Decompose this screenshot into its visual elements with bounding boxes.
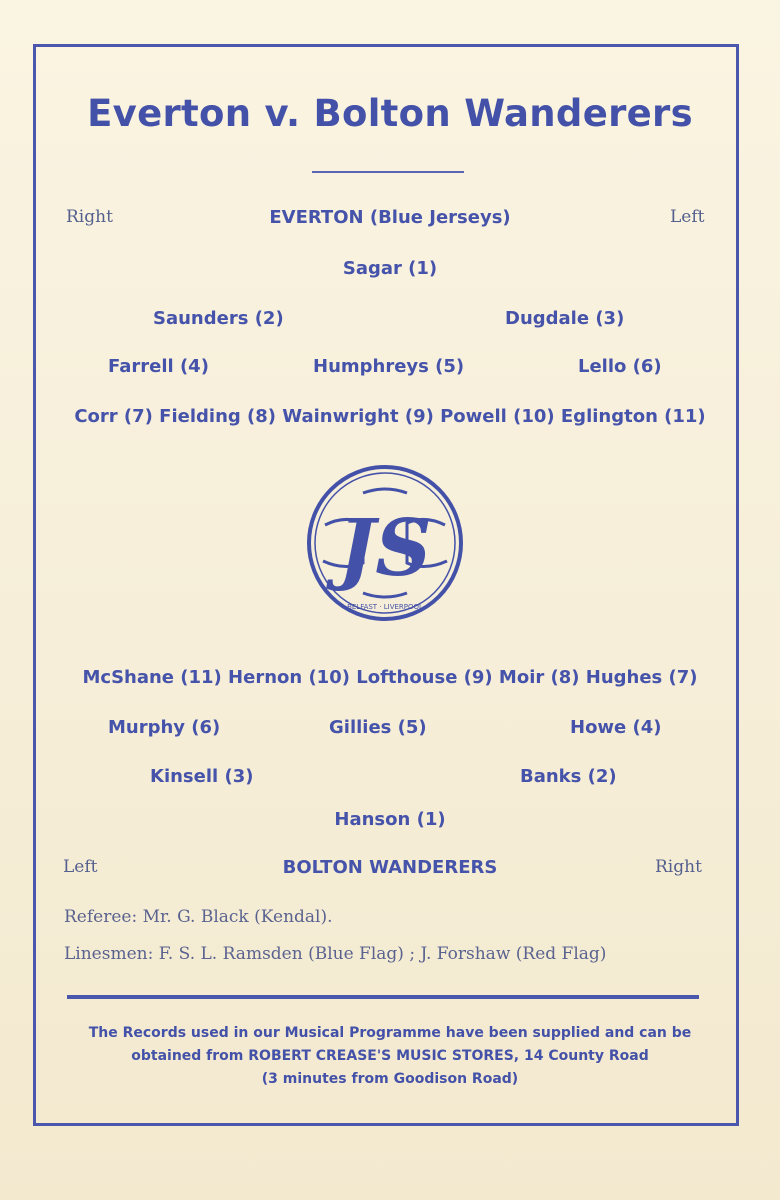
home-forwards: Corr (7) Fielding (8) Wainwright (9) Powell (10) Eglington (11) xyxy=(74,406,706,427)
footer-line-1: The Records used in our Musical Programme have been supplied and can be xyxy=(88,1025,692,1041)
away-goalkeeper: Hanson (1) xyxy=(334,809,446,830)
badge-ring-text: BELFAST · LIVERPOOL xyxy=(347,603,423,611)
away-half-centre: Gillies (5) xyxy=(329,717,427,738)
footer-divider xyxy=(67,995,699,999)
football-badge-icon xyxy=(305,463,465,623)
home-back-left: Dugdale (3) xyxy=(505,308,625,329)
home-half-centre: Humphreys (5) xyxy=(313,356,465,377)
home-goalkeeper: Sagar (1) xyxy=(342,258,438,279)
away-team-label: BOLTON WANDERERS xyxy=(282,857,498,878)
away-back-right: Banks (2) xyxy=(520,766,617,787)
referee-line: Referee: Mr. G. Black (Kendal). xyxy=(64,907,333,927)
away-side-right: Right xyxy=(655,857,702,877)
home-team-label: EVERTON (Blue Jerseys) xyxy=(269,207,511,228)
home-half-left: Lello (6) xyxy=(578,356,662,377)
page-title: Everton v. Bolton Wanderers xyxy=(87,92,693,135)
badge-monogram: JS xyxy=(338,503,432,594)
away-forwards: McShane (11) Hernon (10) Lofthouse (9) Moir (8) Hughes (7) xyxy=(82,667,698,688)
title-divider xyxy=(312,171,464,173)
away-side-left: Left xyxy=(63,857,98,877)
away-half-left: Murphy (6) xyxy=(108,717,221,738)
home-side-right: Left xyxy=(670,207,705,227)
footer-line-2: obtained from ROBERT CREASE'S MUSIC STORES, 14 County Road xyxy=(131,1048,649,1064)
home-side-left: Right xyxy=(66,207,113,227)
away-back-left: Kinsell (3) xyxy=(150,766,254,787)
away-half-right: Howe (4) xyxy=(570,717,662,738)
footer-line-3: (3 minutes from Goodison Road) xyxy=(261,1071,519,1087)
home-back-right: Saunders (2) xyxy=(153,308,284,329)
linesmen-line: Linesmen: F. S. L. Ramsden (Blue Flag) ; J. Forshaw (Red Flag) xyxy=(64,944,607,964)
home-half-right: Farrell (4) xyxy=(108,356,209,377)
